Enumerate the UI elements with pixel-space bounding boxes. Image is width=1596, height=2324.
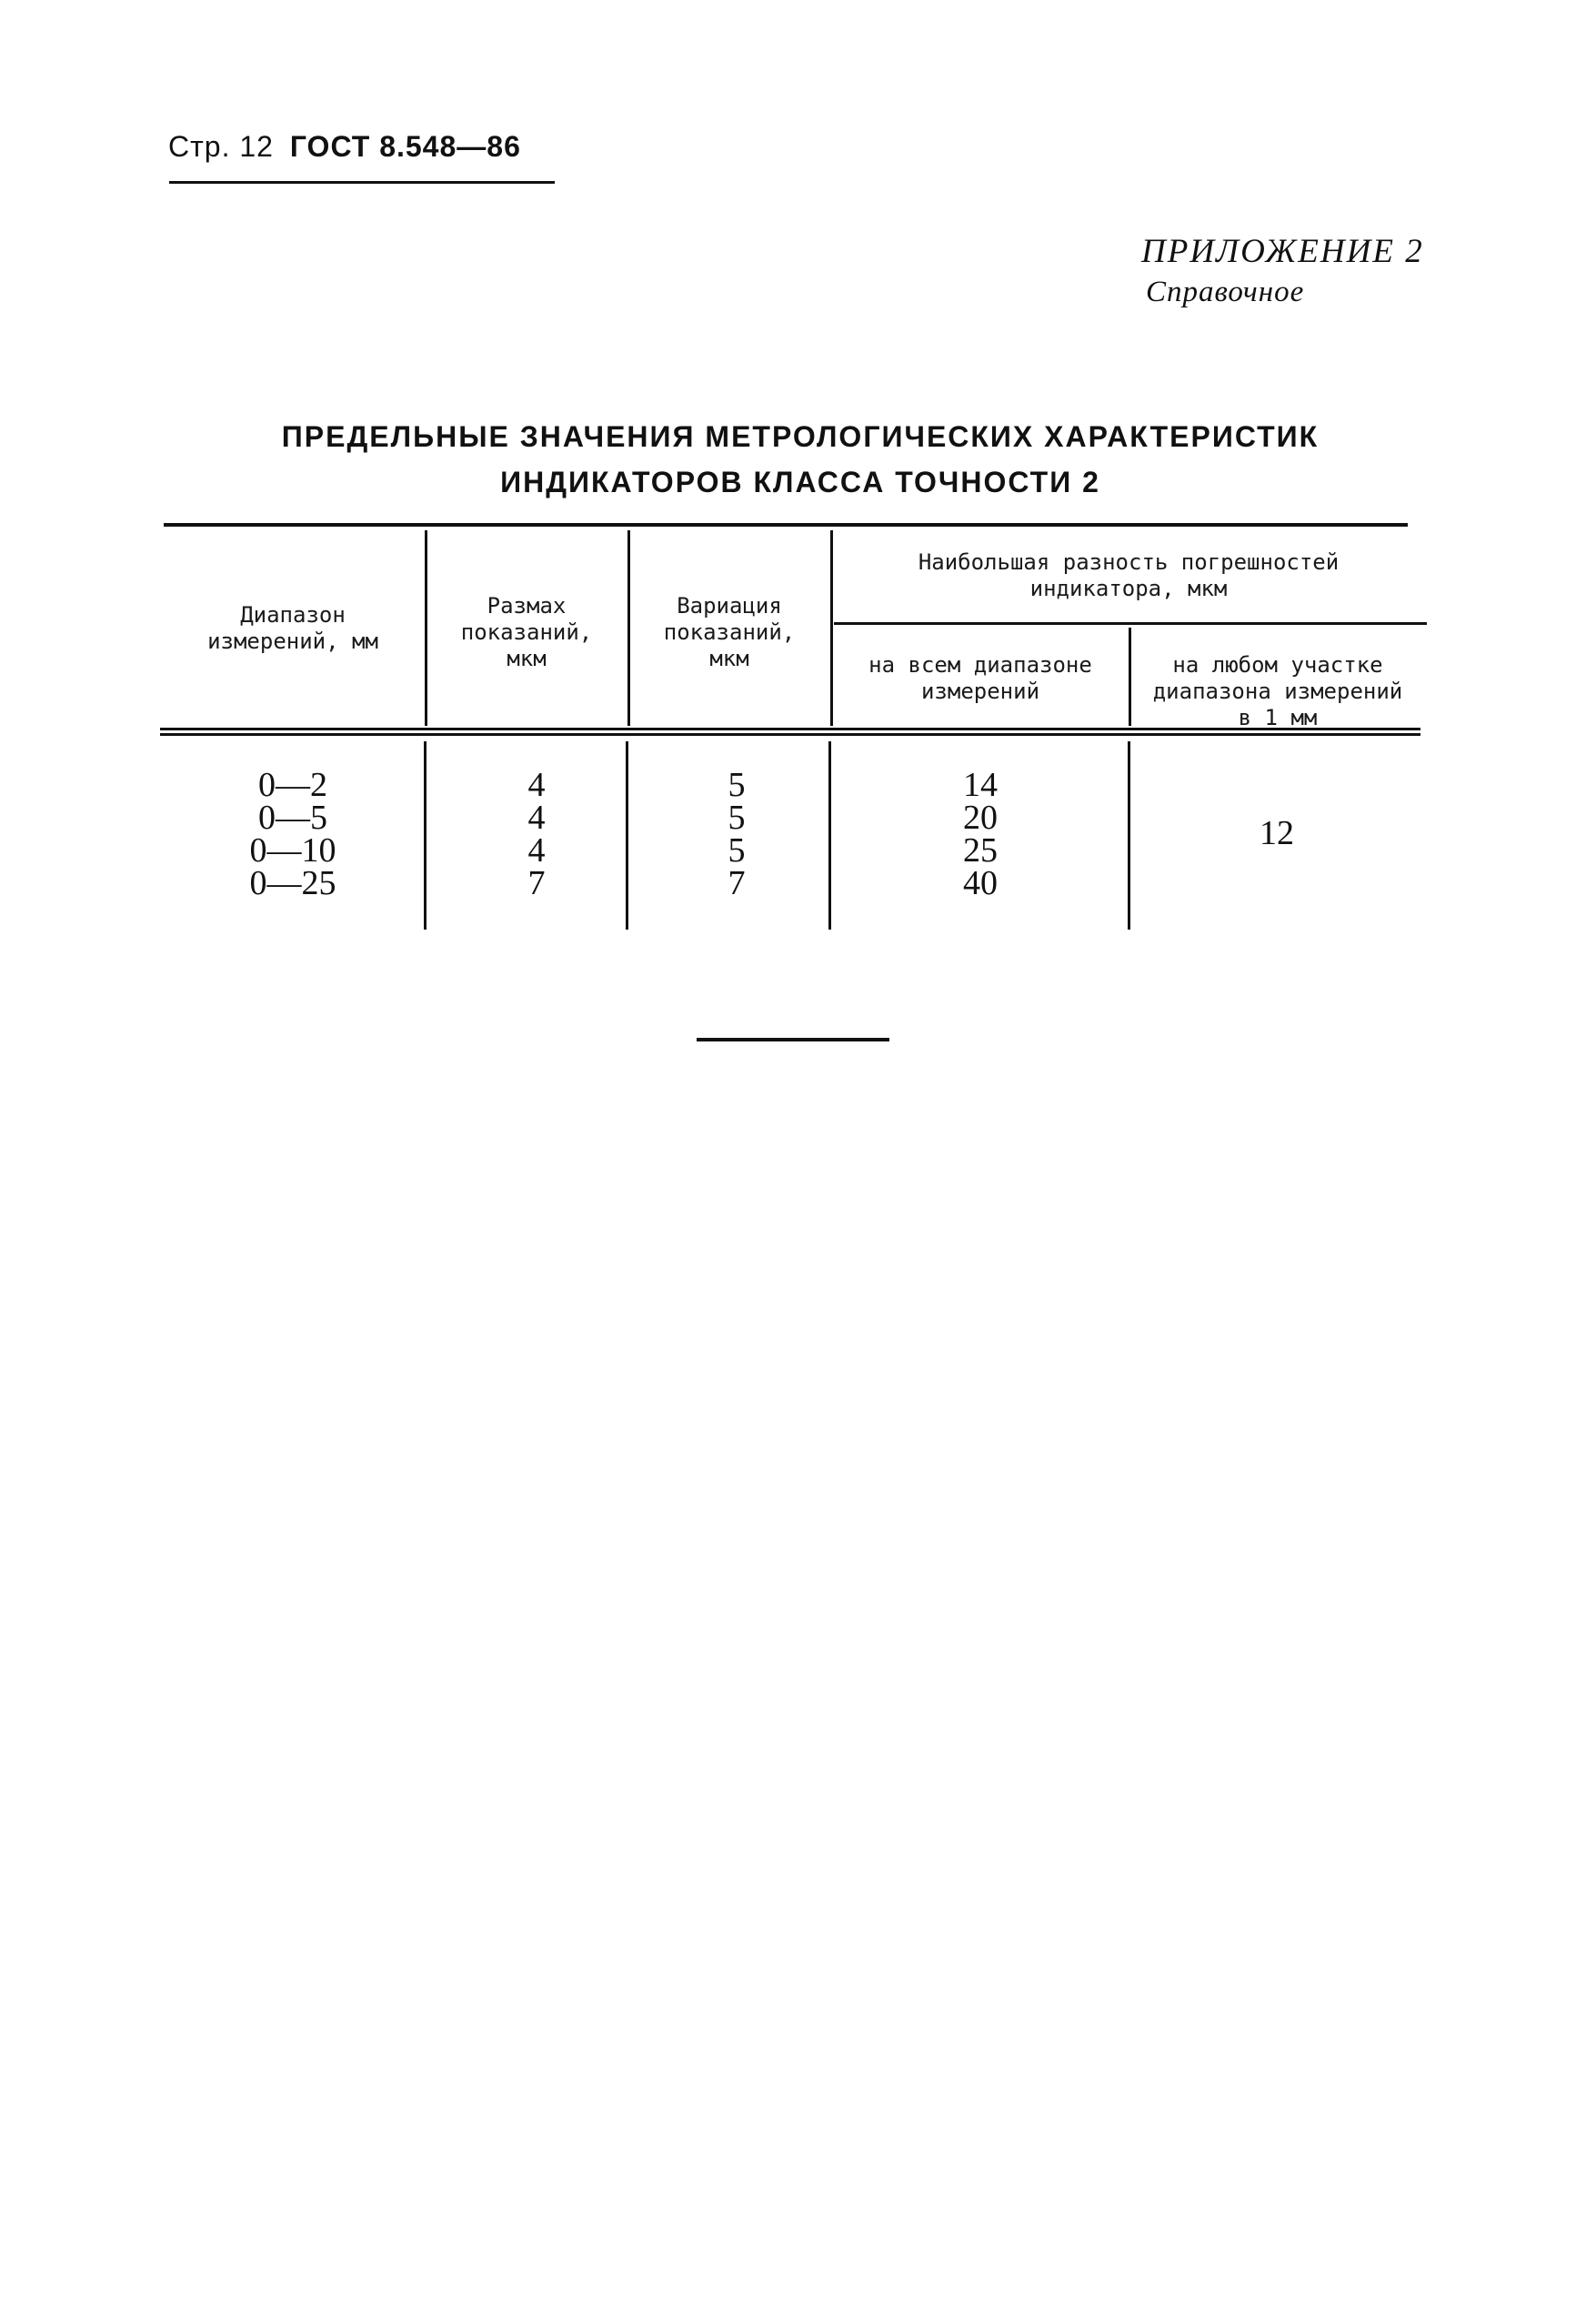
header-group-rule [834,622,1427,625]
header-error-group: Наибольшая разность погрешностей индикатора, мкм [918,549,1340,601]
appendix-subtitle: Справочное [1146,276,1305,308]
col-divider-1-body [424,741,427,930]
running-head-rule [169,181,555,184]
table-cell: 4 [527,766,546,804]
table-cell: 0—10 [249,831,336,870]
whole-range-column [926,766,1035,902]
col-divider-4-body [1128,741,1130,930]
table-cell: 5 [728,799,746,837]
page-number: Стр. 12 [168,130,274,163]
appendix-title: ПРИЛОЖЕНИЕ 2 [1141,233,1424,270]
variation-column [682,766,791,902]
end-rule [697,1038,889,1041]
table-cell: 0—2 [258,766,327,804]
header-any-section: на любом участке диапазона измерений в 1 мм [1152,652,1403,730]
col-divider-3-body [828,741,831,930]
header-span: Размах показаний, мкм [460,593,593,671]
table-cell: 4 [527,831,546,870]
table-cell: 20 [963,799,998,837]
range-column [193,766,393,902]
table-cell: 7 [527,864,546,902]
any-section-value: 12 [1260,814,1294,852]
table-cell: 5 [728,831,746,870]
running-head [168,130,521,164]
col-divider-2-body [626,741,628,930]
table-cell: 40 [963,864,998,902]
document-title [209,414,1391,505]
header-variation: Вариация показаний, мкм [663,593,796,671]
table-top-rule [164,523,1408,527]
title-line-2: ИНДИКАТОРОВ КЛАССА ТОЧНОСТИ 2 [500,466,1100,498]
header-range: Диапазон измерений, мм [207,602,378,654]
header-whole-range: на всем диапазоне измерений [868,652,1092,704]
table-cell: 5 [728,766,746,804]
standard-number: ГОСТ 8.548—86 [289,130,521,163]
table-cell: 0—5 [258,799,327,837]
table-cell: 0—25 [249,864,336,902]
table-cell: 25 [963,831,998,870]
table-cell: 14 [963,766,998,804]
table-cell: 4 [527,799,546,837]
title-line-1: ПРЕДЕЛЬНЫЕ ЗНАЧЕНИЯ МЕТРОЛОГИЧЕСКИХ ХАРАКТЕРИСТИК [281,420,1320,453]
header-bottom-rule-2 [160,733,1420,736]
table-cell: 7 [728,864,746,902]
span-column [482,766,591,902]
